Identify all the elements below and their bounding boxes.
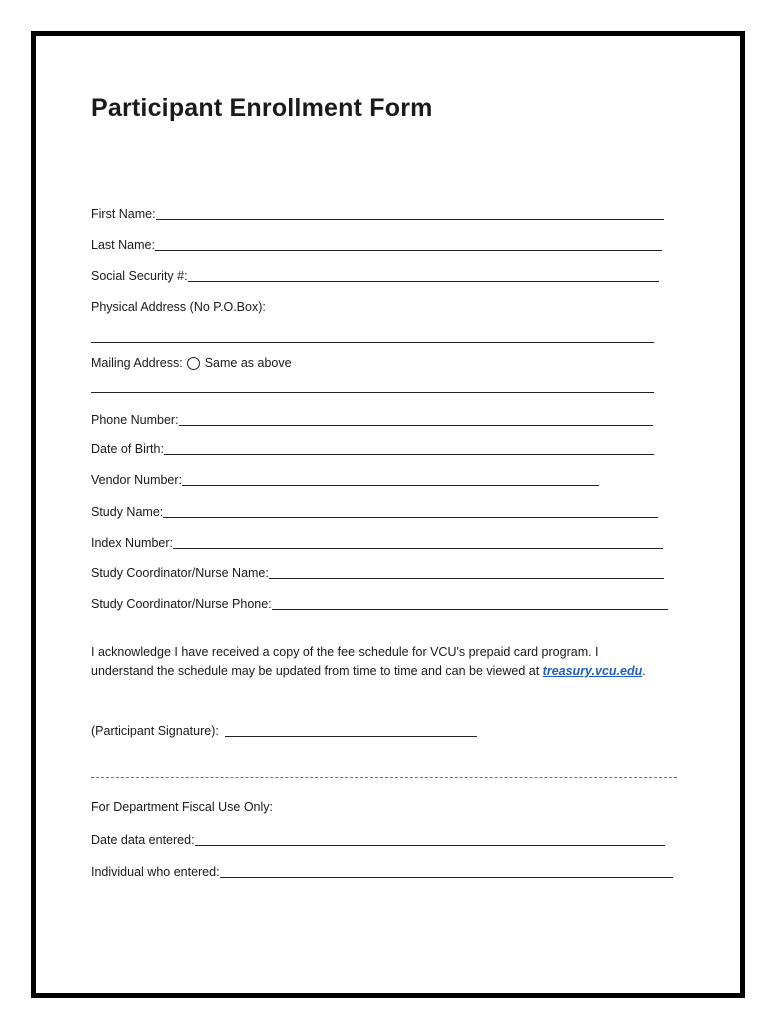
last-name-line[interactable] (155, 236, 662, 251)
dob-label: Date of Birth: (91, 442, 164, 456)
index-number-label: Index Number: (91, 536, 173, 550)
ssn-line[interactable] (188, 267, 659, 282)
physical-address-label: Physical Address (No P.O.Box): (91, 300, 266, 314)
date-entered-line[interactable] (195, 831, 665, 846)
cut-line-divider (91, 777, 677, 778)
individual-entered-line[interactable] (220, 863, 673, 878)
vendor-number-field[interactable] (91, 468, 599, 488)
coordinator-name-field[interactable] (91, 561, 664, 581)
acknowledgement-end: . (642, 664, 646, 678)
phone-line[interactable] (179, 411, 653, 426)
signature-label: (Participant Signature): (91, 724, 219, 738)
index-number-field[interactable] (91, 531, 663, 551)
coordinator-phone-line[interactable] (272, 595, 668, 610)
study-name-label: Study Name: (91, 505, 164, 519)
page-title: Participant Enrollment Form (91, 94, 433, 122)
index-number-line[interactable] (173, 534, 663, 549)
date-entered-label: Date data entered: (91, 833, 195, 847)
individual-entered-field[interactable] (91, 860, 673, 880)
study-name-line[interactable] (163, 503, 658, 518)
coordinator-name-line[interactable] (269, 564, 664, 579)
physical-address-field (91, 295, 391, 315)
signature-field[interactable] (91, 719, 477, 739)
same-as-above-radio[interactable] (187, 357, 200, 370)
ssn-field[interactable] (91, 264, 659, 284)
vendor-number-label: Vendor Number: (91, 473, 183, 487)
individual-entered-label: Individual who entered: (91, 865, 220, 879)
department-heading: For Department Fiscal Use Only: (91, 800, 273, 814)
dob-line[interactable] (164, 440, 654, 455)
vendor-number-line[interactable] (182, 471, 599, 486)
first-name-label: First Name: (91, 207, 156, 221)
acknowledgement-text (91, 643, 661, 681)
coordinator-phone-label: Study Coordinator/Nurse Phone: (91, 597, 272, 611)
signature-line[interactable] (225, 722, 477, 737)
coordinator-phone-field[interactable] (91, 592, 668, 612)
coordinator-name-label: Study Coordinator/Nurse Name: (91, 566, 269, 580)
same-as-above-label: Same as above (204, 356, 292, 370)
mailing-address-row (91, 356, 292, 370)
acknowledgement-body: I acknowledge I have received a copy of the fee schedule for VCU's prepaid card program. I understand the schedule may be updated from time to time and can be viewed at (91, 645, 599, 678)
treasury-link[interactable]: treasury.vcu.edu (542, 664, 643, 678)
mailing-address-label: Mailing Address: (91, 356, 183, 370)
last-name-field[interactable] (91, 233, 662, 253)
mailing-address-line[interactable] (91, 392, 654, 393)
physical-address-line[interactable] (91, 342, 654, 343)
dob-field[interactable] (91, 437, 654, 457)
last-name-label: Last Name: (91, 238, 155, 252)
first-name-line[interactable] (156, 205, 664, 220)
phone-field[interactable] (91, 408, 653, 428)
study-name-field[interactable] (91, 500, 658, 520)
date-entered-field[interactable] (91, 828, 665, 848)
phone-label: Phone Number: (91, 413, 179, 427)
first-name-field[interactable] (91, 202, 664, 222)
ssn-label: Social Security #: (91, 269, 188, 283)
